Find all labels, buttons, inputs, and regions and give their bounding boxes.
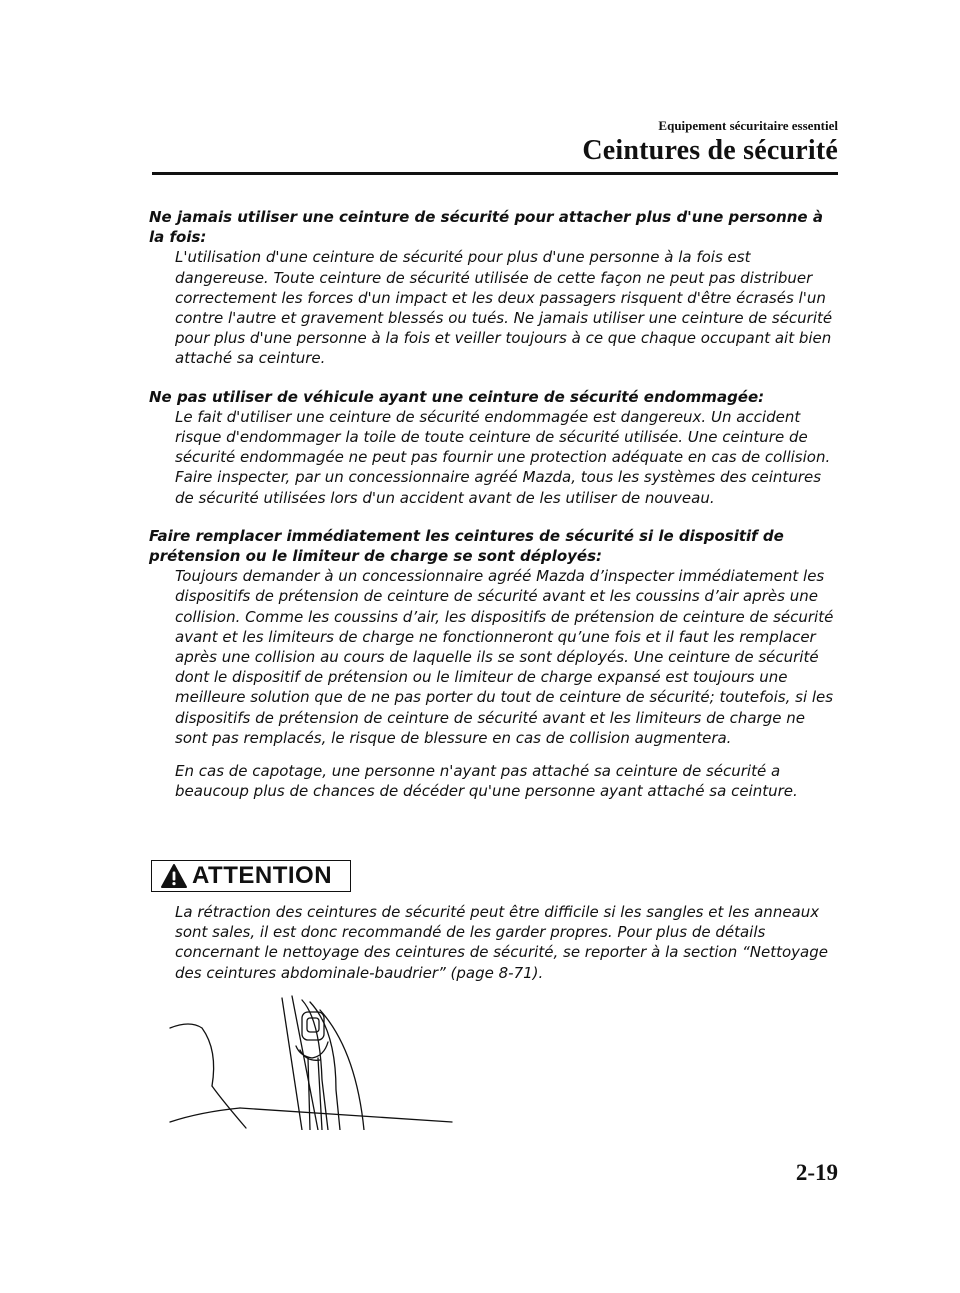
page-title: Ceintures de sécurité: [582, 135, 838, 166]
warning-body-2: Le fait d'utiliser une ceinture de sécurité endommagée est dangereux. Un accident risque d'endommager la toile de toute ceinture de sécurité utilisée. Une ceinture de sécurité endommagée ne peut pas fournir une protection adéquate en cas de collision. Faire inspecter, par un concessionnaire agréé Mazda, tous les systèmes des ceintures de sécurité utilisées lors d'un accident avant de les utiliser de nouveau.: [175, 407, 831, 507]
warning-triangle-icon: [160, 863, 188, 889]
warning-body-3: Toujours demander à un concessionnaire agréé Mazda d’inspecter immédiatement les dispositifs de prétension de ceinture de sécurité avant et les coussins d’air après une collision. Comme les coussins d’air, les dispositifs de prétension de ceinture de sécurité avant et les limiteurs de charge ne fonctionneront qu’une fois et il faut les remplacer après une collision au cours de laquelle ils se sont déployés. Une ceinture de sécurité dont le dispositif de prétension ou le limiteur de charge expansé est toujours une meilleure solution que de ne pas porter du tout de ceinture de sécurité; toutefois, si les dispositifs de prétension de ceinture de sécurité avant et les limiteurs de charge ne sont pas remplacés, le risque de blessure en cas de collision augmentera.: [175, 567, 834, 747]
warning-body-3b: En cas de capotage, une personne n'ayant pas attaché sa ceinture de sécurité a beaucoup plus de chances de décéder qu'une personne ayant attaché sa ceinture.: [175, 762, 798, 801]
section-subtitle: Equipement sécuritaire essentiel: [658, 118, 838, 133]
attention-label: ATTENTION: [192, 862, 333, 889]
warning-body-1: L'utilisation d'une ceinture de sécurité pour plus d'une personne à la fois est dangereuse. Toute ceinture de sécurité utilisée de cette façon ne peut pas distribuer correctement les forces d'un impact et les deux passagers risquent d'être écrasés l'un contre l'autre et gravement blessés ou tués. Ne jamais utiliser une ceinture de sécurité pour plus d'une personne à la fois et veiller toujours à ce que chaque occupant ait bien attaché sa ceinture.: [175, 248, 833, 368]
seatbelt-illustration: [160, 990, 460, 1130]
main-content: [149, 207, 839, 801]
page-number: 2-19: [795, 1160, 838, 1185]
header-rule: [152, 172, 838, 175]
warning-heading-2: Ne pas utiliser de véhicule ayant une ceinture de sécurité endommagée:: [149, 387, 765, 406]
warning-heading-1: Ne jamais utiliser une ceinture de sécurité pour attacher plus d'une personne à la fois:: [149, 208, 823, 247]
attention-body: La rétraction des ceintures de sécurité peut être difficile si les sangles et les anneaux sont sales, il est donc recommandé de les garder propres. Pour plus de détails concernant le nettoyage des ceintures de sécurité, se reporter à la section “Nettoyage des ceintures abdominale-baudrier” (page 8-71).: [175, 903, 828, 982]
warning-heading-3: Faire remplacer immédiatement les ceintures de sécurité si le dispositif de prétension ou le limiteur de charge se sont déployés:: [149, 526, 784, 566]
attention-box: [151, 860, 351, 892]
